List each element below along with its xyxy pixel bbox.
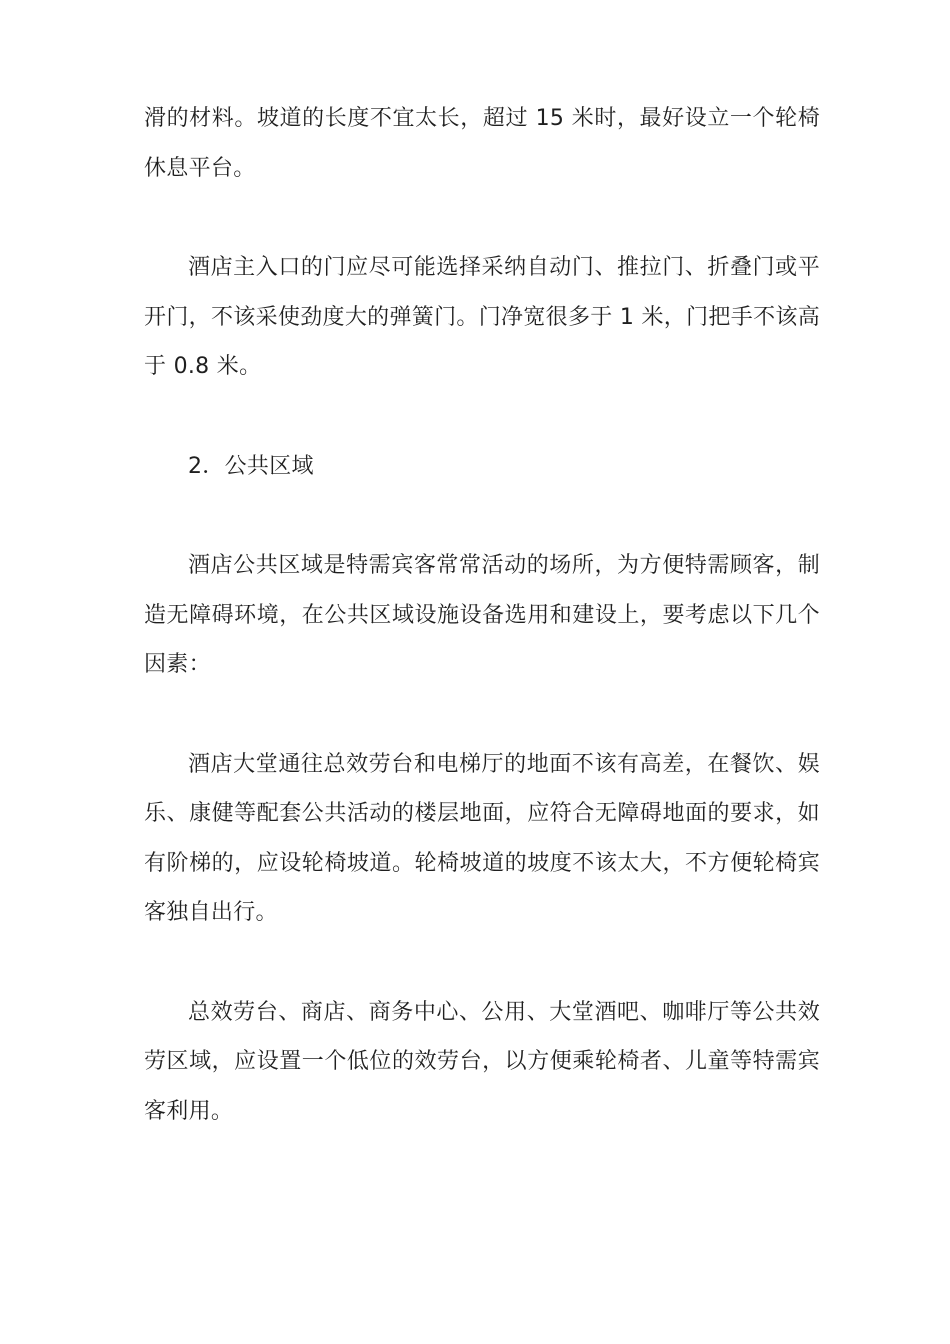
paragraph-service-counters: 总效劳台、商店、商务中心、公用、大堂酒吧、咖啡厅等公共效劳区域，应设置一个低位的效劳台，以方便乘轮椅者、儿童等特需宾客利用。 <box>144 999 820 1124</box>
paragraph-public-areas-intro: 酒店公共区域是特需宾客常常活动的场所，为方便特需顾客，制造无障碍环境，在公共区域设施设备选用和建设上，要考虑以下几个因素： <box>144 553 820 677</box>
paragraph-ramp-continuation: 滑的材料。坡道的长度不宜太长，超过 15 米时，最好设立一个轮椅休息平台。 <box>144 106 820 181</box>
document-body <box>144 94 820 1186</box>
section-heading-public-areas: 2．公共区域 <box>188 453 314 479</box>
paragraph-lobby-floor: 酒店大堂通往总效劳台和电梯厅的地面不该有高差，在餐饮、娱乐、康健等配套公共活动的楼层地面，应符合无障碍地面的要求，如有阶梯的，应设轮椅坡道。轮椅坡道的坡度不该太大，不方便轮椅宾客独自出行。 <box>144 751 820 925</box>
paragraph-entrance-doors: 酒店主入口的门应尽可能选择采纳自动门、推拉门、折叠门或平开门，不该采使劲度大的弹簧门。门净宽很多于 1 米，门把手不该高于 0.8 米。 <box>144 255 820 379</box>
